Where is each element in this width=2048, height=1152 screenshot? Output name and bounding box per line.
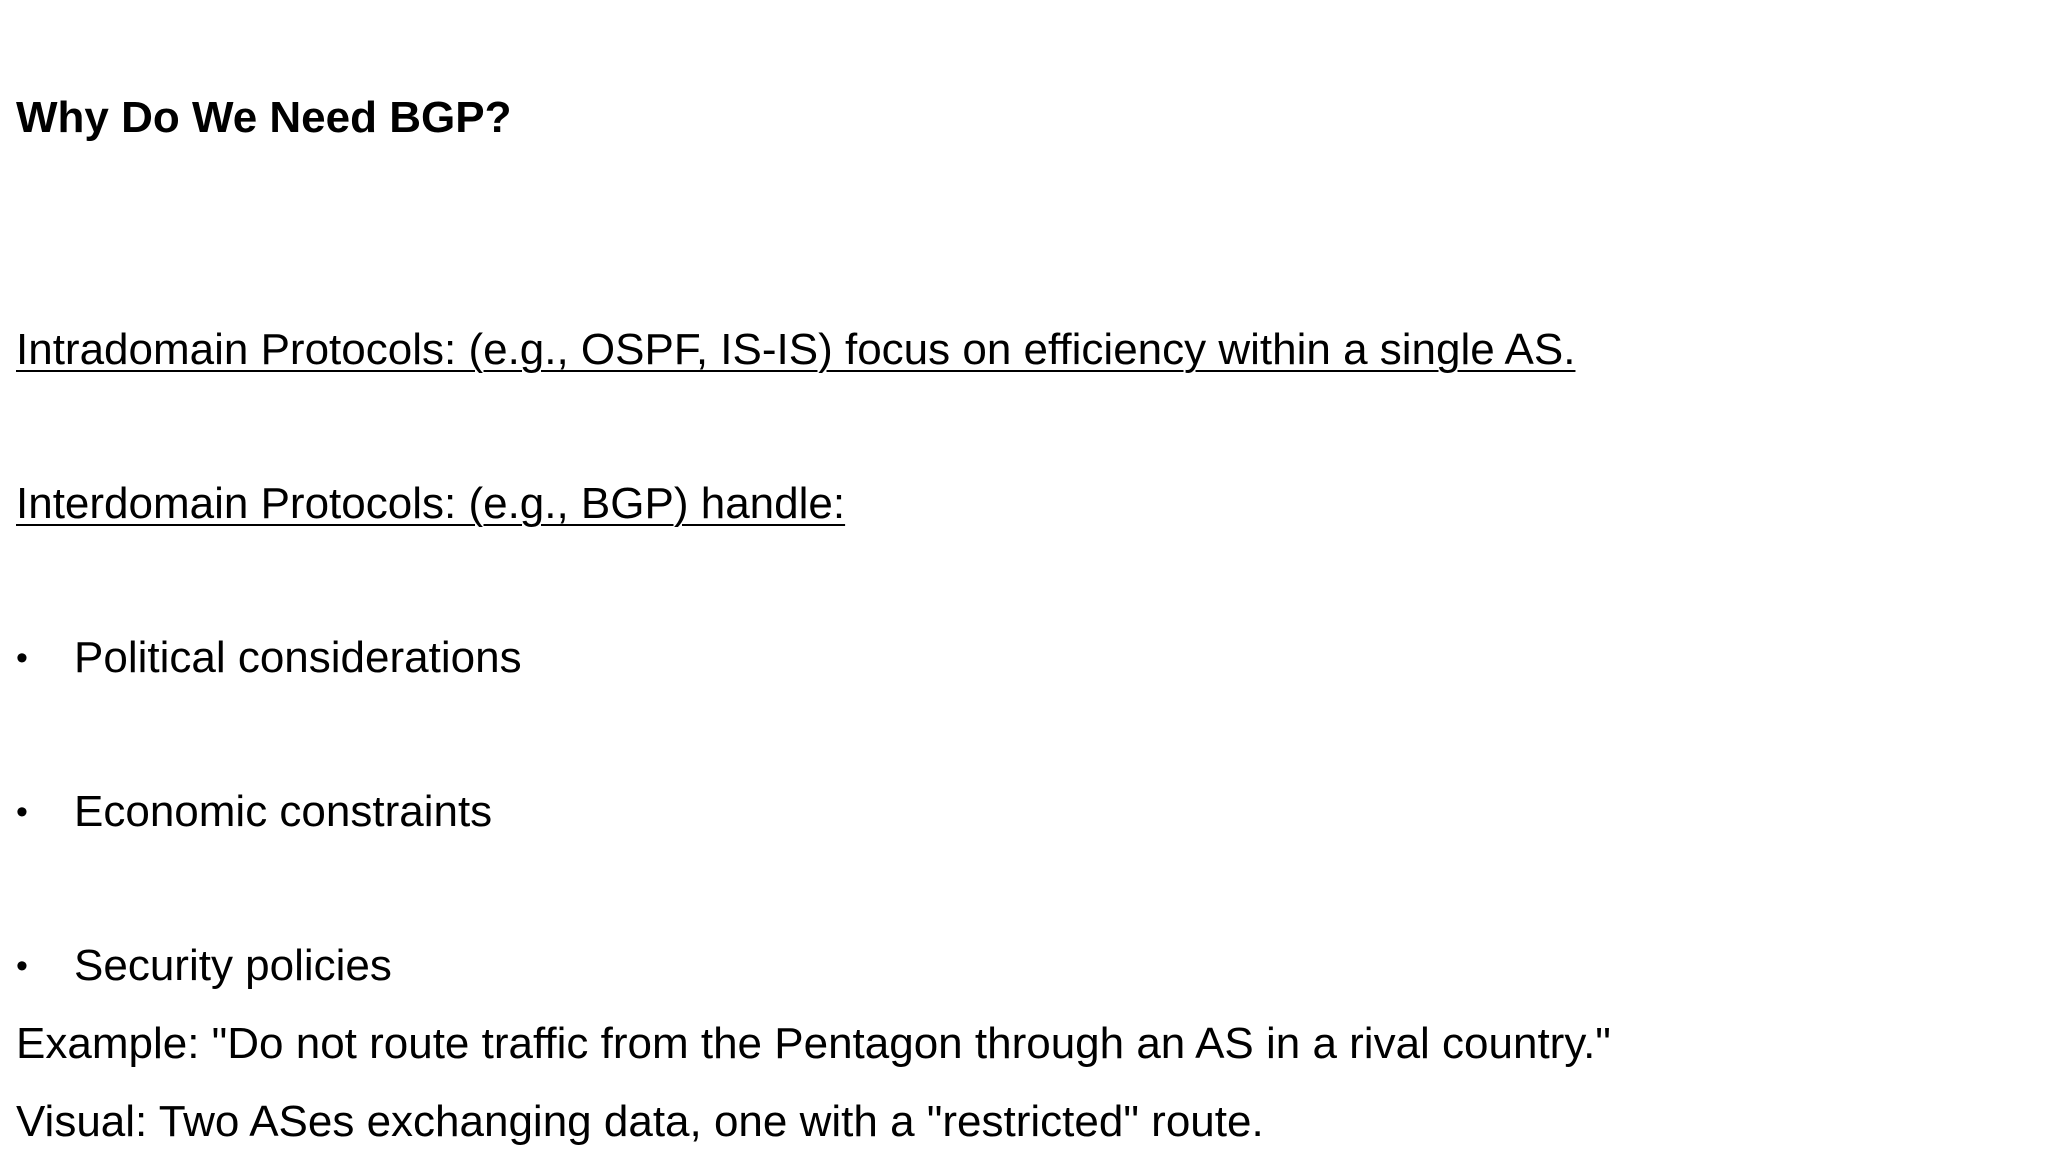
bullet-icon: • bbox=[16, 639, 28, 677]
interdomain-text: Interdomain Protocols: (e.g., BGP) handle: bbox=[16, 479, 846, 528]
bullet-item bbox=[16, 940, 392, 992]
example-text: Example: "Do not route traffic from the Pentagon through an AS in a rival country." bbox=[16, 1019, 1611, 1068]
bullet-item bbox=[16, 786, 492, 838]
bullet-text: Economic constraints bbox=[74, 787, 493, 836]
slide-title: Why Do We Need BGP? bbox=[16, 93, 512, 142]
bullet-text: Political considerations bbox=[74, 633, 522, 682]
visual-text: Visual: Two ASes exchanging data, one with a "restricted" route. bbox=[16, 1097, 1264, 1146]
bullet-text: Security policies bbox=[74, 941, 392, 990]
bullet-icon: • bbox=[16, 793, 28, 831]
bullet-item bbox=[16, 632, 522, 684]
intradomain-text: Intradomain Protocols: (e.g., OSPF, IS-IS) focus on efficiency within a single AS. bbox=[16, 325, 1576, 374]
bullet-icon: • bbox=[16, 947, 28, 985]
